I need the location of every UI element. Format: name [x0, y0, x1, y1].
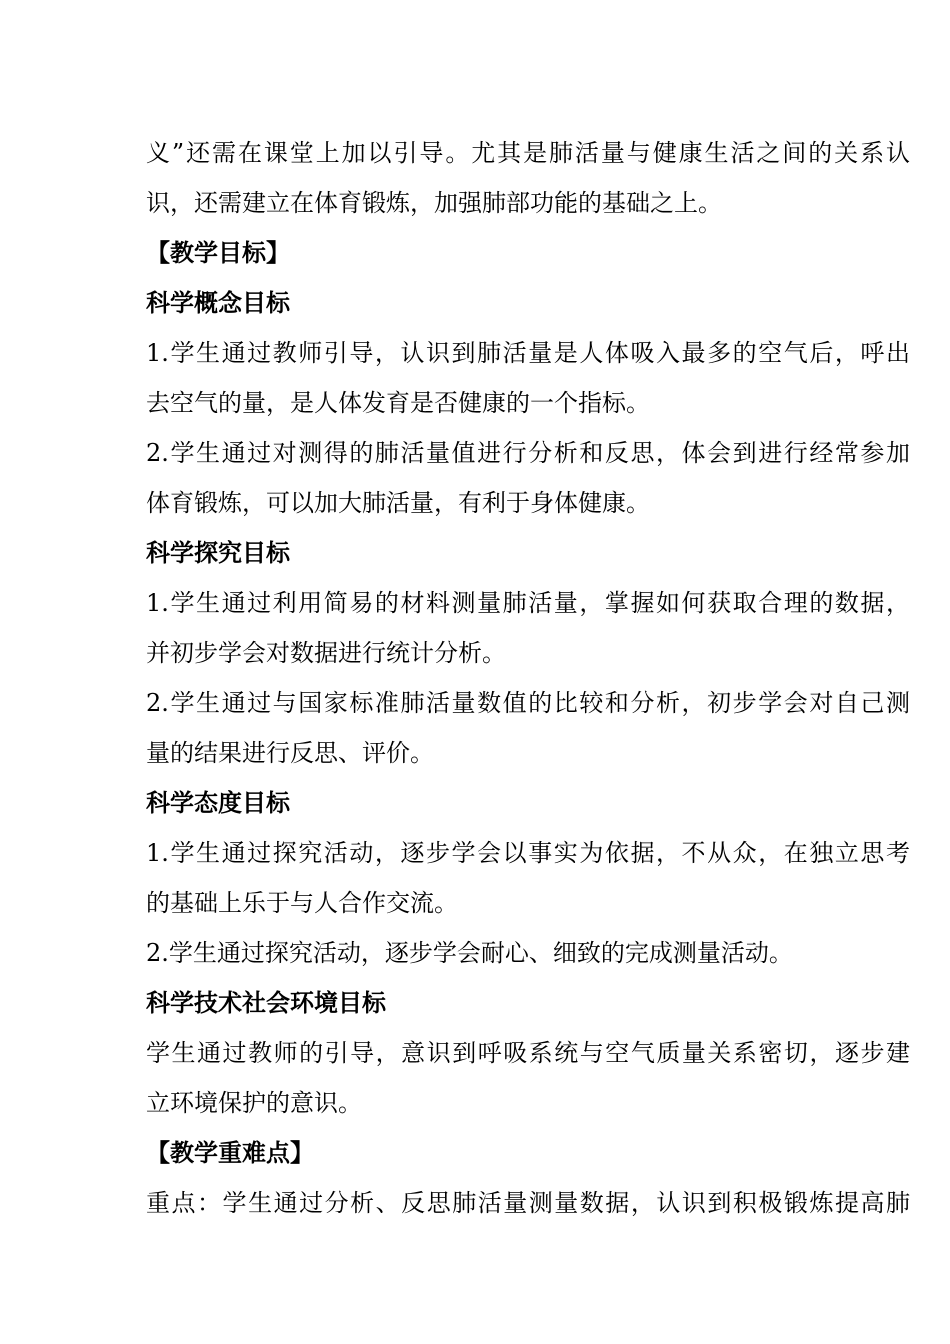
body-line: 1.学生通过探究活动，逐步学会以事实为依据，不从众，在独立思考 — [146, 839, 910, 867]
body-line: 1.学生通过利用简易的材料测量肺活量，掌握如何获取合理的数据， — [146, 589, 910, 617]
document-body — [146, 128, 910, 1228]
body-line: 去空气的量，是人体发育是否健康的一个指标。 — [146, 389, 650, 417]
body-line: 2.学生通过探究活动，逐步学会耐心、细致的完成测量活动。 — [146, 939, 793, 967]
body-line: 义”还需在课堂上加以引导。尤其是肺活量与健康生活之间的关系认 — [146, 139, 910, 167]
subheading-science-concept-goals: 科学概念目标 — [146, 289, 290, 317]
body-line: 识，还需建立在体育锻炼，加强肺部功能的基础之上。 — [146, 189, 722, 217]
body-line: 立环境保护的意识。 — [146, 1089, 362, 1117]
body-line: 的基础上乐于与人合作交流。 — [146, 889, 458, 917]
section-heading-key-difficulties: 【教学重难点】 — [146, 1139, 314, 1167]
body-line: 2.学生通过对测得的肺活量值进行分析和反思，体会到进行经常参加 — [146, 439, 910, 467]
body-line: 重点：学生通过分析、反思肺活量测量数据，认识到积极锻炼提高肺 — [146, 1189, 910, 1217]
subheading-stse-goals: 科学技术社会环境目标 — [146, 989, 386, 1017]
body-line: 1.学生通过教师引导，认识到肺活量是人体吸入最多的空气后，呼出 — [146, 339, 910, 367]
body-line: 体育锻炼，可以加大肺活量，有利于身体健康。 — [146, 489, 650, 517]
body-line: 学生通过教师的引导，意识到呼吸系统与空气质量关系密切，逐步建 — [146, 1039, 910, 1067]
body-line: 并初步学会对数据进行统计分析。 — [146, 639, 506, 667]
body-line: 量的结果进行反思、评价。 — [146, 739, 434, 767]
section-heading-teaching-goals: 【教学目标】 — [146, 239, 290, 267]
subheading-science-inquiry-goals: 科学探究目标 — [146, 539, 290, 567]
body-line: 2.学生通过与国家标准肺活量数值的比较和分析，初步学会对自己测 — [146, 689, 910, 717]
subheading-science-attitude-goals: 科学态度目标 — [146, 789, 290, 817]
